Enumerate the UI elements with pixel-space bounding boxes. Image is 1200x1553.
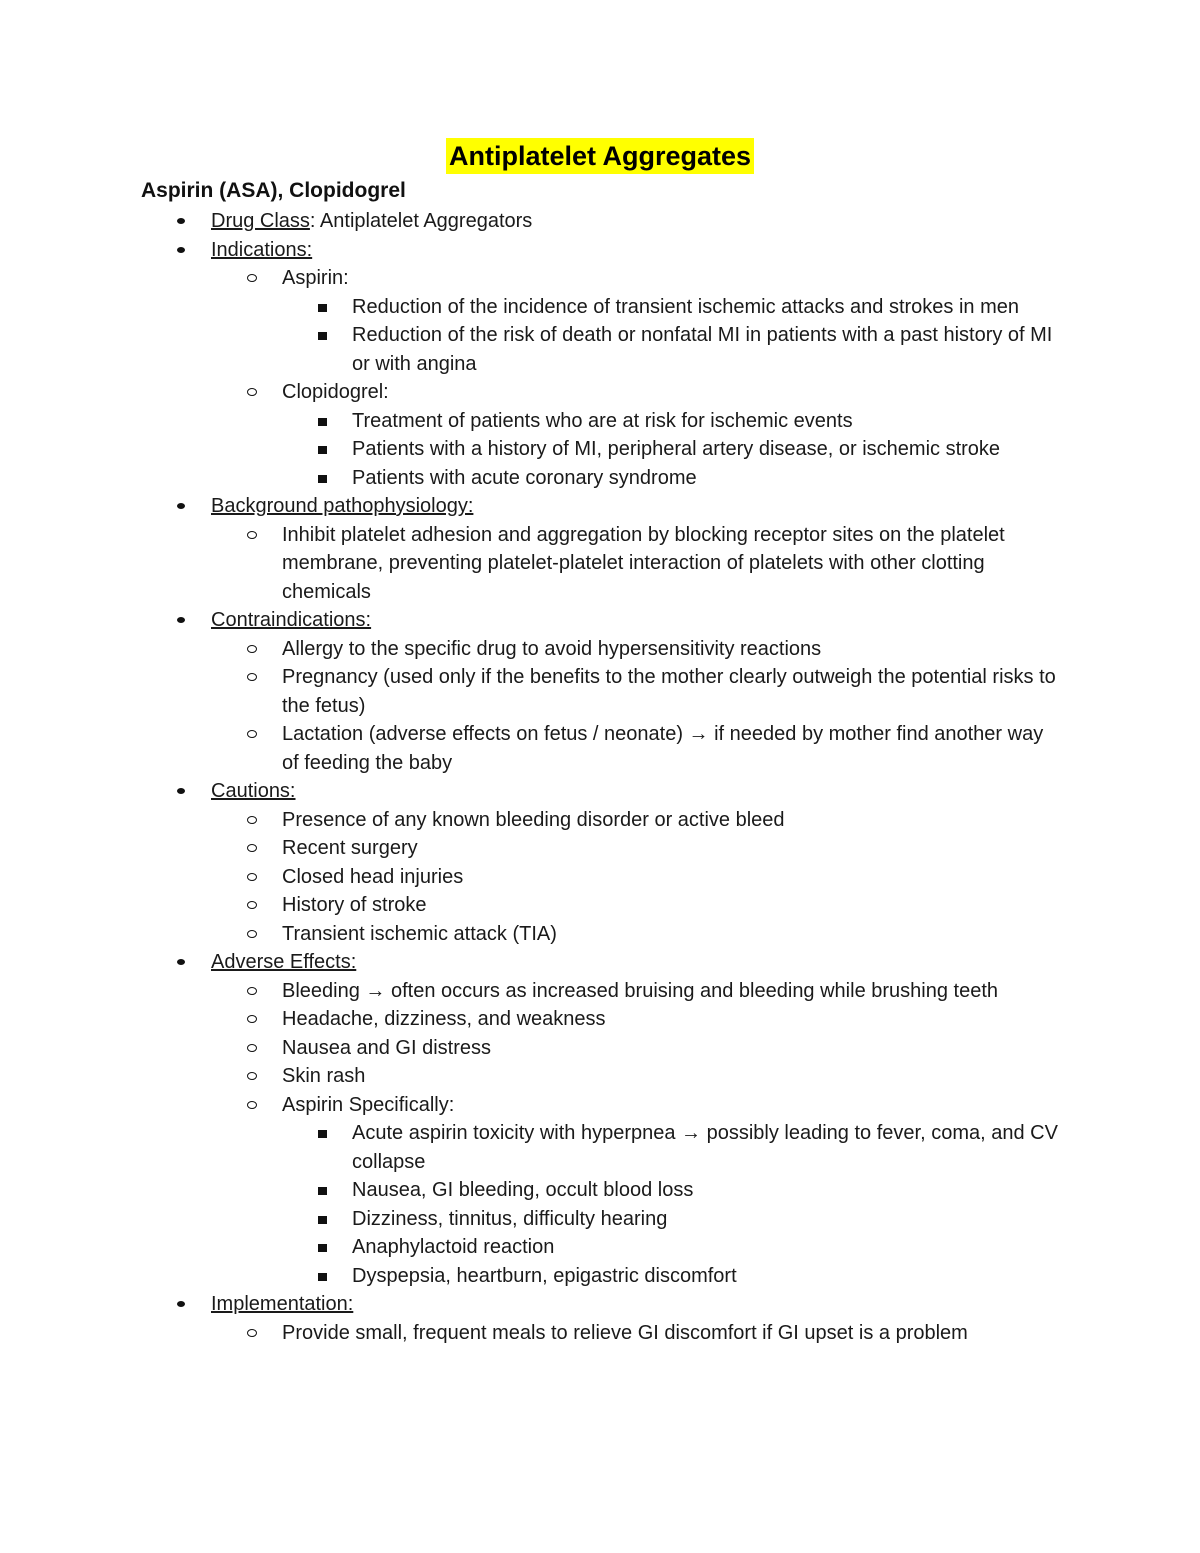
- list-item-text: Pregnancy (used only if the benefits to the mother clearly outweigh the potential risks to the fetus): [282, 666, 1056, 717]
- section-contraindications: [0, 606, 1200, 635]
- bullet-circle-icon: [247, 977, 259, 1005]
- list-item-text: Reduction of the risk of death or nonfatal MI in patients with a past history of MI or with angina: [352, 324, 1053, 375]
- section-indications: [0, 236, 1200, 265]
- list-item-text: Dizziness, tinnitus, difficulty hearing: [352, 1207, 668, 1230]
- list-item-text: Nausea and GI distress: [282, 1036, 491, 1059]
- list-item: [0, 1176, 1200, 1205]
- list-item: [0, 293, 1200, 322]
- section-background: [0, 492, 1200, 521]
- section-label: Adverse Effects:: [211, 951, 357, 973]
- drug-subtitle: Aspirin (ASA), Clopidogrel: [141, 179, 406, 202]
- list-item: [0, 1091, 1200, 1120]
- list-item-text: Nausea, GI bleeding, occult blood loss: [352, 1179, 694, 1201]
- bullet-circle-icon: [247, 1005, 259, 1033]
- list-item-text: Patients with acute coronary syndrome: [352, 466, 697, 489]
- list-item: [0, 1119, 1200, 1176]
- list-item-text: Closed head injuries: [282, 865, 464, 888]
- bullet-dot-icon: [177, 207, 185, 215]
- list-item-text: History of stroke: [282, 894, 427, 916]
- bullet-square-icon: [318, 435, 330, 463]
- bullet-circle-icon: [247, 806, 259, 834]
- bullet-square-icon: [318, 1262, 330, 1290]
- list-item-text: Provide small, frequent meals to relieve GI discomfort if GI upset is a problem: [282, 1321, 968, 1344]
- bullet-dot-icon: [177, 948, 185, 956]
- bullet-square-icon: [318, 1233, 330, 1261]
- list-item-text: Dyspepsia, heartburn, epigastric discomfort: [352, 1264, 737, 1287]
- bullet-circle-icon: [247, 663, 259, 691]
- bullet-square-icon: [318, 464, 330, 492]
- list-item-text: Anaphylactoid reaction: [352, 1236, 555, 1258]
- section-label: Indications:: [211, 238, 313, 261]
- section-adverse-effects: [0, 948, 1200, 977]
- subsection-label: Aspirin:: [282, 267, 349, 289]
- list-item-text: Transient ischemic attack (TIA): [282, 922, 557, 945]
- drug-class-value: : Antiplatelet Aggregators: [309, 210, 533, 232]
- bullet-square-icon: [318, 1119, 330, 1147]
- page-title: Antiplatelet Aggregates: [446, 138, 754, 174]
- bullet-circle-icon: [247, 1062, 259, 1090]
- list-item-text: Acute aspirin toxicity with hyperpnea → possibly leading to fever, coma, and CV collapse: [352, 1122, 1058, 1173]
- bullet-dot-icon: [177, 606, 185, 614]
- list-item: [0, 407, 1200, 436]
- bullet-square-icon: [318, 1205, 330, 1233]
- subsection-label: Aspirin Specifically:: [282, 1093, 455, 1116]
- section-implementation: [0, 1290, 1200, 1319]
- list-item: [0, 806, 1200, 835]
- list-item: [0, 1205, 1200, 1234]
- bullet-circle-icon: [247, 891, 259, 919]
- list-item-text: Patients with a history of MI, peripheral artery disease, or ischemic stroke: [352, 438, 1001, 460]
- outline-list: [0, 207, 1200, 1347]
- section-cautions: [0, 777, 1200, 806]
- bullet-circle-icon: [247, 1091, 259, 1119]
- section-label: Background pathophysiology:: [211, 495, 474, 517]
- bullet-circle-icon: [247, 834, 259, 862]
- bullet-circle-icon: [247, 521, 259, 549]
- list-item: [0, 1233, 1200, 1262]
- bullet-dot-icon: [177, 492, 185, 500]
- list-item-text: Recent surgery: [282, 837, 418, 859]
- bullet-circle-icon: [247, 1034, 259, 1062]
- bullet-circle-icon: [247, 635, 259, 663]
- list-item: [0, 1262, 1200, 1291]
- list-item: [0, 464, 1200, 493]
- list-item-text: Bleeding → often occurs as increased bruising and bleeding while brushing teeth: [282, 979, 999, 1002]
- bullet-square-icon: [318, 293, 330, 321]
- section-label: Contraindications:: [211, 609, 372, 631]
- list-item: [0, 435, 1200, 464]
- list-item: [0, 720, 1200, 777]
- list-item-text: Headache, dizziness, and weakness: [282, 1008, 606, 1030]
- bullet-circle-icon: [247, 920, 259, 948]
- list-item-text: Inhibit platelet adhesion and aggregation by blocking receptor sites on the platelet membrane, preventing platelet-platelet interaction of platelets with other clotting chemicals: [282, 523, 1005, 603]
- list-item: [0, 378, 1200, 407]
- bullet-circle-icon: [247, 1319, 259, 1347]
- section-drug-class: [0, 207, 1200, 236]
- bullet-circle-icon: [247, 720, 259, 748]
- list-item: [0, 920, 1200, 949]
- list-item: [0, 863, 1200, 892]
- list-item-text: Treatment of patients who are at risk for ischemic events: [352, 409, 853, 432]
- list-item: [0, 635, 1200, 664]
- bullet-circle-icon: [247, 264, 259, 292]
- list-item: [0, 1034, 1200, 1063]
- list-item-text: Presence of any known bleeding disorder or active bleed: [282, 808, 785, 831]
- list-item-text: Reduction of the incidence of transient ischemic attacks and strokes in men: [352, 295, 1020, 318]
- list-item: [0, 663, 1200, 720]
- list-item: [0, 1005, 1200, 1034]
- bullet-dot-icon: [177, 777, 185, 785]
- list-item-text: Skin rash: [282, 1065, 366, 1087]
- list-item: [0, 834, 1200, 863]
- list-item-text: Lactation (adverse effects on fetus / neonate) → if needed by mother find another way of feeding the baby: [282, 723, 1044, 774]
- list-item: [0, 1319, 1200, 1348]
- section-label: Implementation:: [211, 1293, 354, 1315]
- title-container: [0, 138, 1200, 174]
- list-item: [0, 891, 1200, 920]
- list-item-text: Allergy to the specific drug to avoid hypersensitivity reactions: [282, 637, 822, 660]
- list-item: [0, 321, 1200, 378]
- bullet-dot-icon: [177, 1290, 185, 1298]
- bullet-square-icon: [318, 321, 330, 349]
- section-label: Cautions:: [211, 780, 296, 802]
- bullet-dot-icon: [177, 236, 185, 244]
- list-item: [0, 1062, 1200, 1091]
- bullet-circle-icon: [247, 863, 259, 891]
- bullet-square-icon: [318, 1176, 330, 1204]
- drug-class-label: Drug Class: [211, 210, 310, 232]
- bullet-circle-icon: [247, 378, 259, 406]
- bullet-square-icon: [318, 407, 330, 435]
- list-item: [0, 264, 1200, 293]
- list-item: [0, 977, 1200, 1006]
- subsection-label: Clopidogrel:: [282, 381, 389, 403]
- list-item: [0, 521, 1200, 607]
